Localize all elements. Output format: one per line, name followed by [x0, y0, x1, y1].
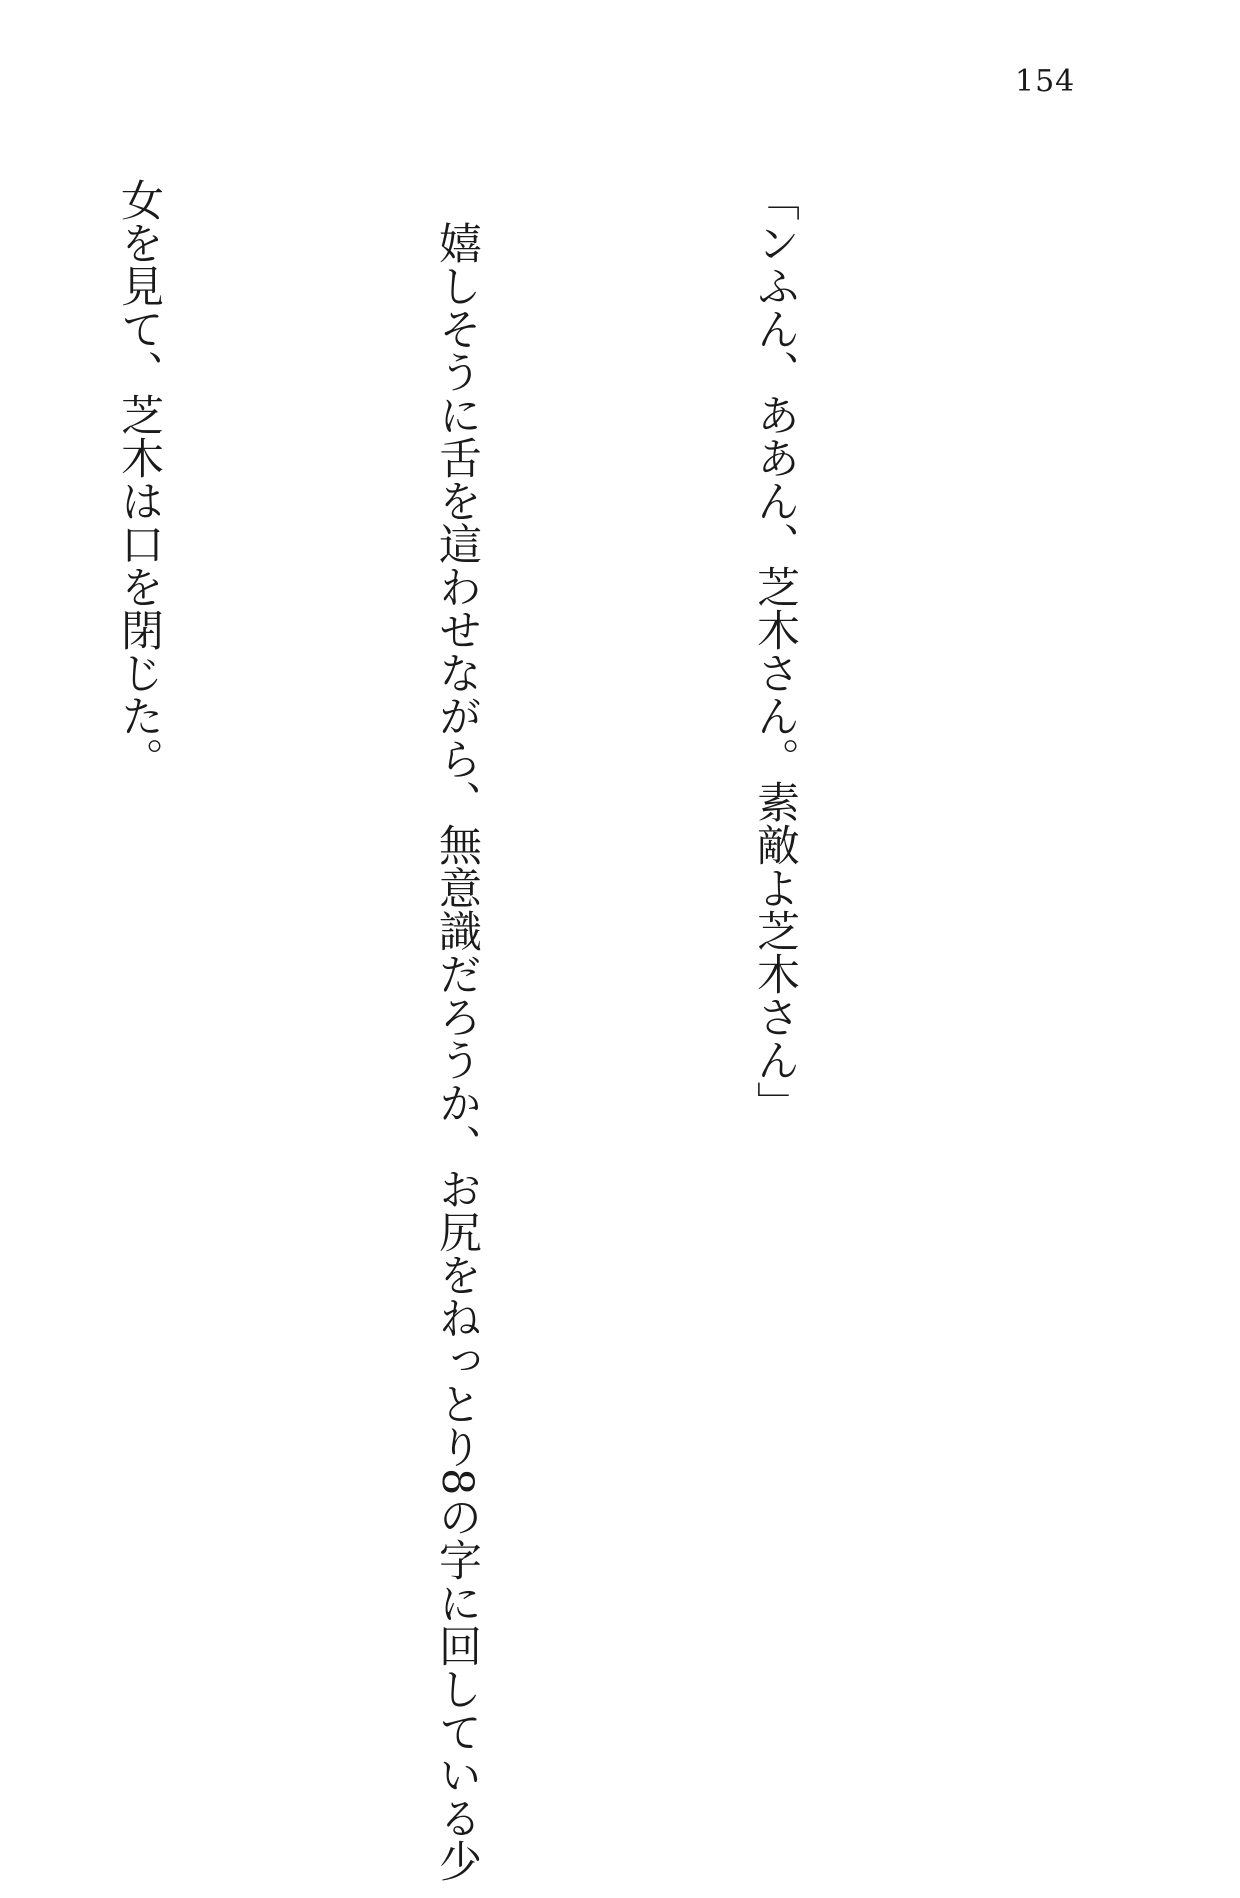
- text-line: 女を見て、芝木は口を閉じた。: [114, 178, 164, 780]
- page-number: 154: [1015, 64, 1076, 99]
- text-line: 嬉しそうに舌を這わせながら、無意識だろうか、お尻をねっとり8の字に回している少: [432, 178, 482, 1883]
- vertical-text-body: [0, 178, 1040, 1883]
- text-line: 「ンふん、ああん、芝木さん。素敵よ芝木さん」: [750, 178, 800, 1124]
